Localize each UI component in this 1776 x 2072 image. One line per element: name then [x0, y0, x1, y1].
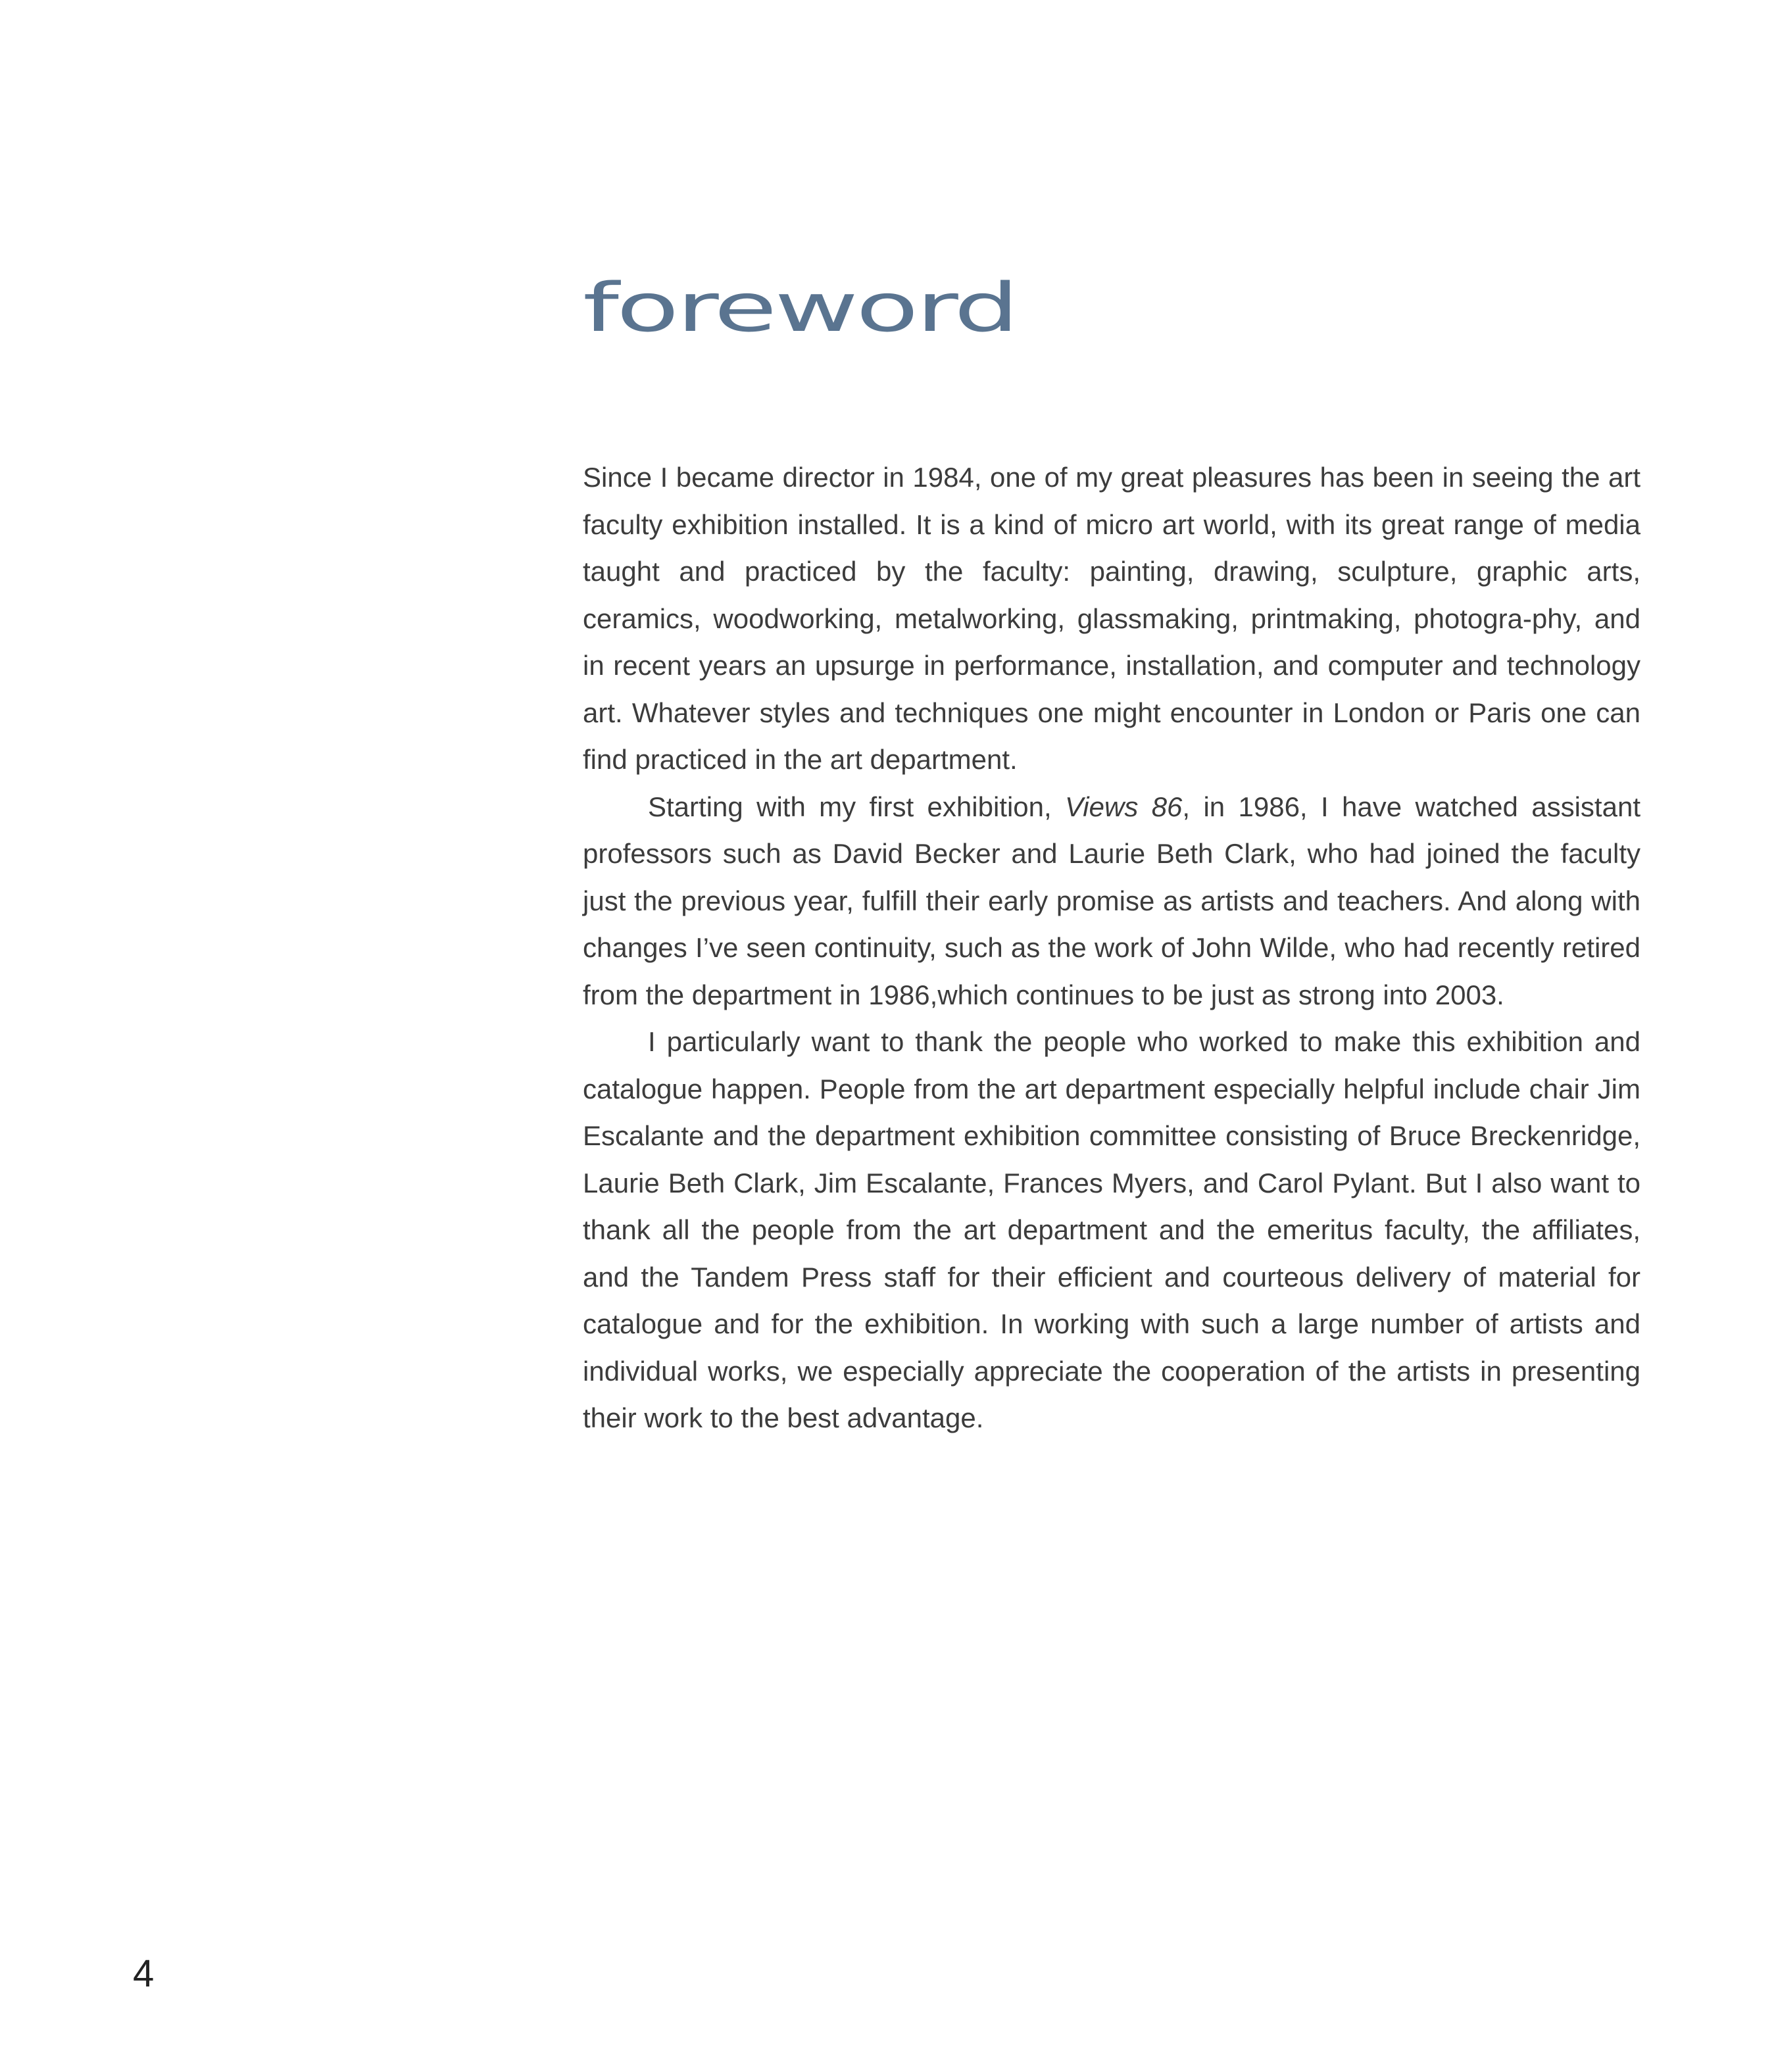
body-text — [583, 454, 1640, 1442]
paragraph-1: Since I became director in 1984, one of my great pleasures has been in seeing the art faculty exhibition installed. It is a kind of micro art world, with its great range of media taught and practiced by the faculty: painting, drawing, sculpture, graphic arts, ceramics, woodworking, metalworking, glassmaking, printmaking, photogra-phy, and in recent years an upsurge in performance, installation, and computer and technology art. Whatever styles and techniques one might encounter in London or Paris one can find practiced in the art department. — [583, 462, 1640, 775]
paragraph-2-start: Starting with my first exhibition, — [648, 791, 1066, 822]
paragraph-2-rest: , in 1986, I have watched assistant professors such as David Becker and Laurie Beth Clark, who had joined the faculty just the previous year, fulfill their early promise as artists and teachers. And along with changes I’ve seen continuity, such as the work of John Wilde, who had recently retired from the department in 1986,which continues to be just as strong into 2003. — [583, 791, 1640, 1010]
paragraph-3: I particularly want to thank the people who worked to make this exhibition and catalogue happen. People from the art department especially helpful include chair Jim Escalante and the department exhibition committee consisting of Bruce Breckenridge, Laurie Beth Clark, Jim Escalante, Frances Myers, and Carol Pylant. But I also want to thank all the people from the art department and the emeritus faculty, the affiliates, and the Tandem Press staff for their efficient and courteous delivery of material for catalogue and for the exhibition. In working with such a large number of artists and individual works, we especially appreciate the cooperation of the artists in presenting their work to the best advantage. — [583, 1026, 1640, 1433]
page-number: 4 — [133, 1952, 155, 1995]
page-title: foreword — [583, 269, 1017, 347]
paragraph-2 — [583, 783, 1640, 1019]
exhibition-title-italic: Views 86 — [1065, 791, 1183, 822]
